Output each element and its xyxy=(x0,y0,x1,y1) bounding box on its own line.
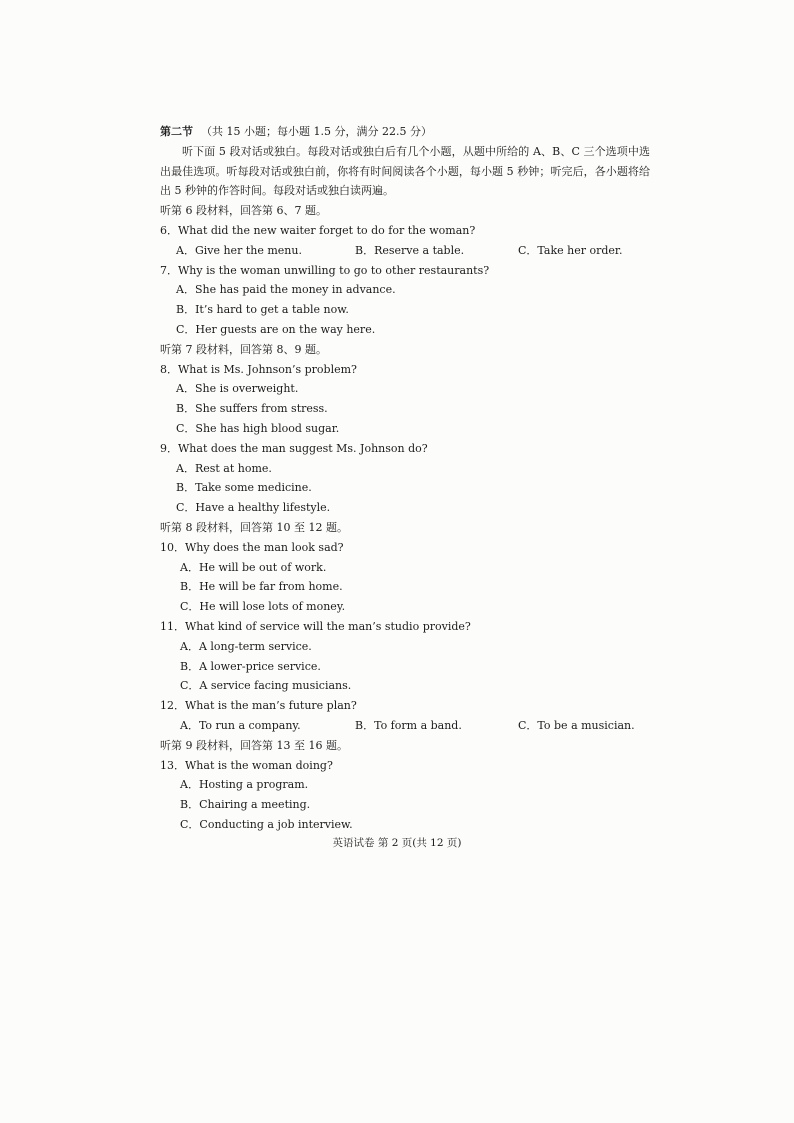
question-11-stem: 11．What kind of service will the man’s studio provide? xyxy=(160,619,471,633)
section-header xyxy=(160,122,650,142)
section-scoring: （共 15 小题；每小题 1.5 分，满分 22.5 分） xyxy=(201,125,432,138)
question-11-option-a: A．A long-term service. xyxy=(180,639,312,653)
question-12-option-a: A．To run a company. xyxy=(180,718,301,732)
question-12-option-b: B．To form a band. xyxy=(355,718,462,732)
question-7-option-b: B．It’s hard to get a table now. xyxy=(176,303,349,317)
question-10-option-c: C．He will lose lots of money. xyxy=(180,600,346,614)
passage-heading-8: 听第 8 段材料，回答第 10 至 12 题。 xyxy=(160,520,348,534)
passage-heading-9: 听第 9 段材料，回答第 13 至 16 题。 xyxy=(160,738,348,752)
question-8-option-a: A．She is overweight. xyxy=(176,382,299,396)
question-13-stem: 13．What is the woman doing? xyxy=(160,758,333,772)
question-6-stem: 6．What did the new waiter forget to do for the woman? xyxy=(160,223,476,237)
question-7-stem: 7．Why is the woman unwilling to go to other restaurants? xyxy=(160,263,490,277)
question-10-stem: 10．Why does the man look sad? xyxy=(160,540,344,554)
question-7-option-a: A．She has paid the money in advance. xyxy=(176,283,396,297)
question-6-option-c: C．Take her order. xyxy=(518,243,623,257)
question-13-option-a: A．Hosting a program. xyxy=(180,778,309,792)
listening-section-2 xyxy=(160,122,650,835)
passage-heading-7: 听第 7 段材料，回答第 8、9 题。 xyxy=(160,342,327,356)
question-8-option-b: B．She suffers from stress. xyxy=(176,402,328,416)
question-8-stem: 8．What is Ms. Johnson’s problem? xyxy=(160,362,357,376)
question-12-option-c: C．To be a musician. xyxy=(518,718,635,732)
question-7-option-c: C．Her guests are on the way here. xyxy=(176,322,376,336)
question-11-option-c: C．A service facing musicians. xyxy=(180,679,352,693)
question-9-option-b: B．Take some medicine. xyxy=(176,481,312,495)
question-10-option-b: B．He will be far from home. xyxy=(180,580,343,594)
question-10-option-a: A．He will be out of work. xyxy=(180,560,327,574)
section-instructions: 听下面 5 段对话或独白。每段对话或独白后有几个小题，从题中所给的 A、B、C 三个选项中选出最佳选项。听每段对话或独白前，你将有时间阅读各个小题，每小题 5 秒钟；听完后，各小题将给出 5 秒钟的作答时间。每段对话或独白读两遍。 xyxy=(160,144,650,198)
question-12-stem: 12．What is the man’s future plan? xyxy=(160,699,357,713)
question-11-option-b: B．A lower-price service. xyxy=(180,659,321,673)
question-13-option-c: C．Conducting a job interview. xyxy=(180,817,353,831)
question-6-options xyxy=(160,241,650,261)
passage-heading-6: 听第 6 段材料，回答第 6、7 题。 xyxy=(160,204,327,218)
page-footer: 英语试卷 第 2 页(共 12 页) xyxy=(332,837,462,849)
question-6-option-a: A．Give her the menu. xyxy=(176,243,302,257)
question-12-options xyxy=(160,716,650,736)
question-6-option-b: B．Reserve a table. xyxy=(355,243,465,257)
question-13-option-b: B．Chairing a meeting. xyxy=(180,798,311,812)
question-9-option-a: A．Rest at home. xyxy=(176,461,272,475)
question-8-option-c: C．She has high blood sugar. xyxy=(176,421,340,435)
section-title: 第二节 xyxy=(160,125,193,138)
question-9-option-c: C．Have a healthy lifestyle. xyxy=(176,501,331,515)
question-9-stem: 9．What does the man suggest Ms. Johnson do? xyxy=(160,441,428,455)
